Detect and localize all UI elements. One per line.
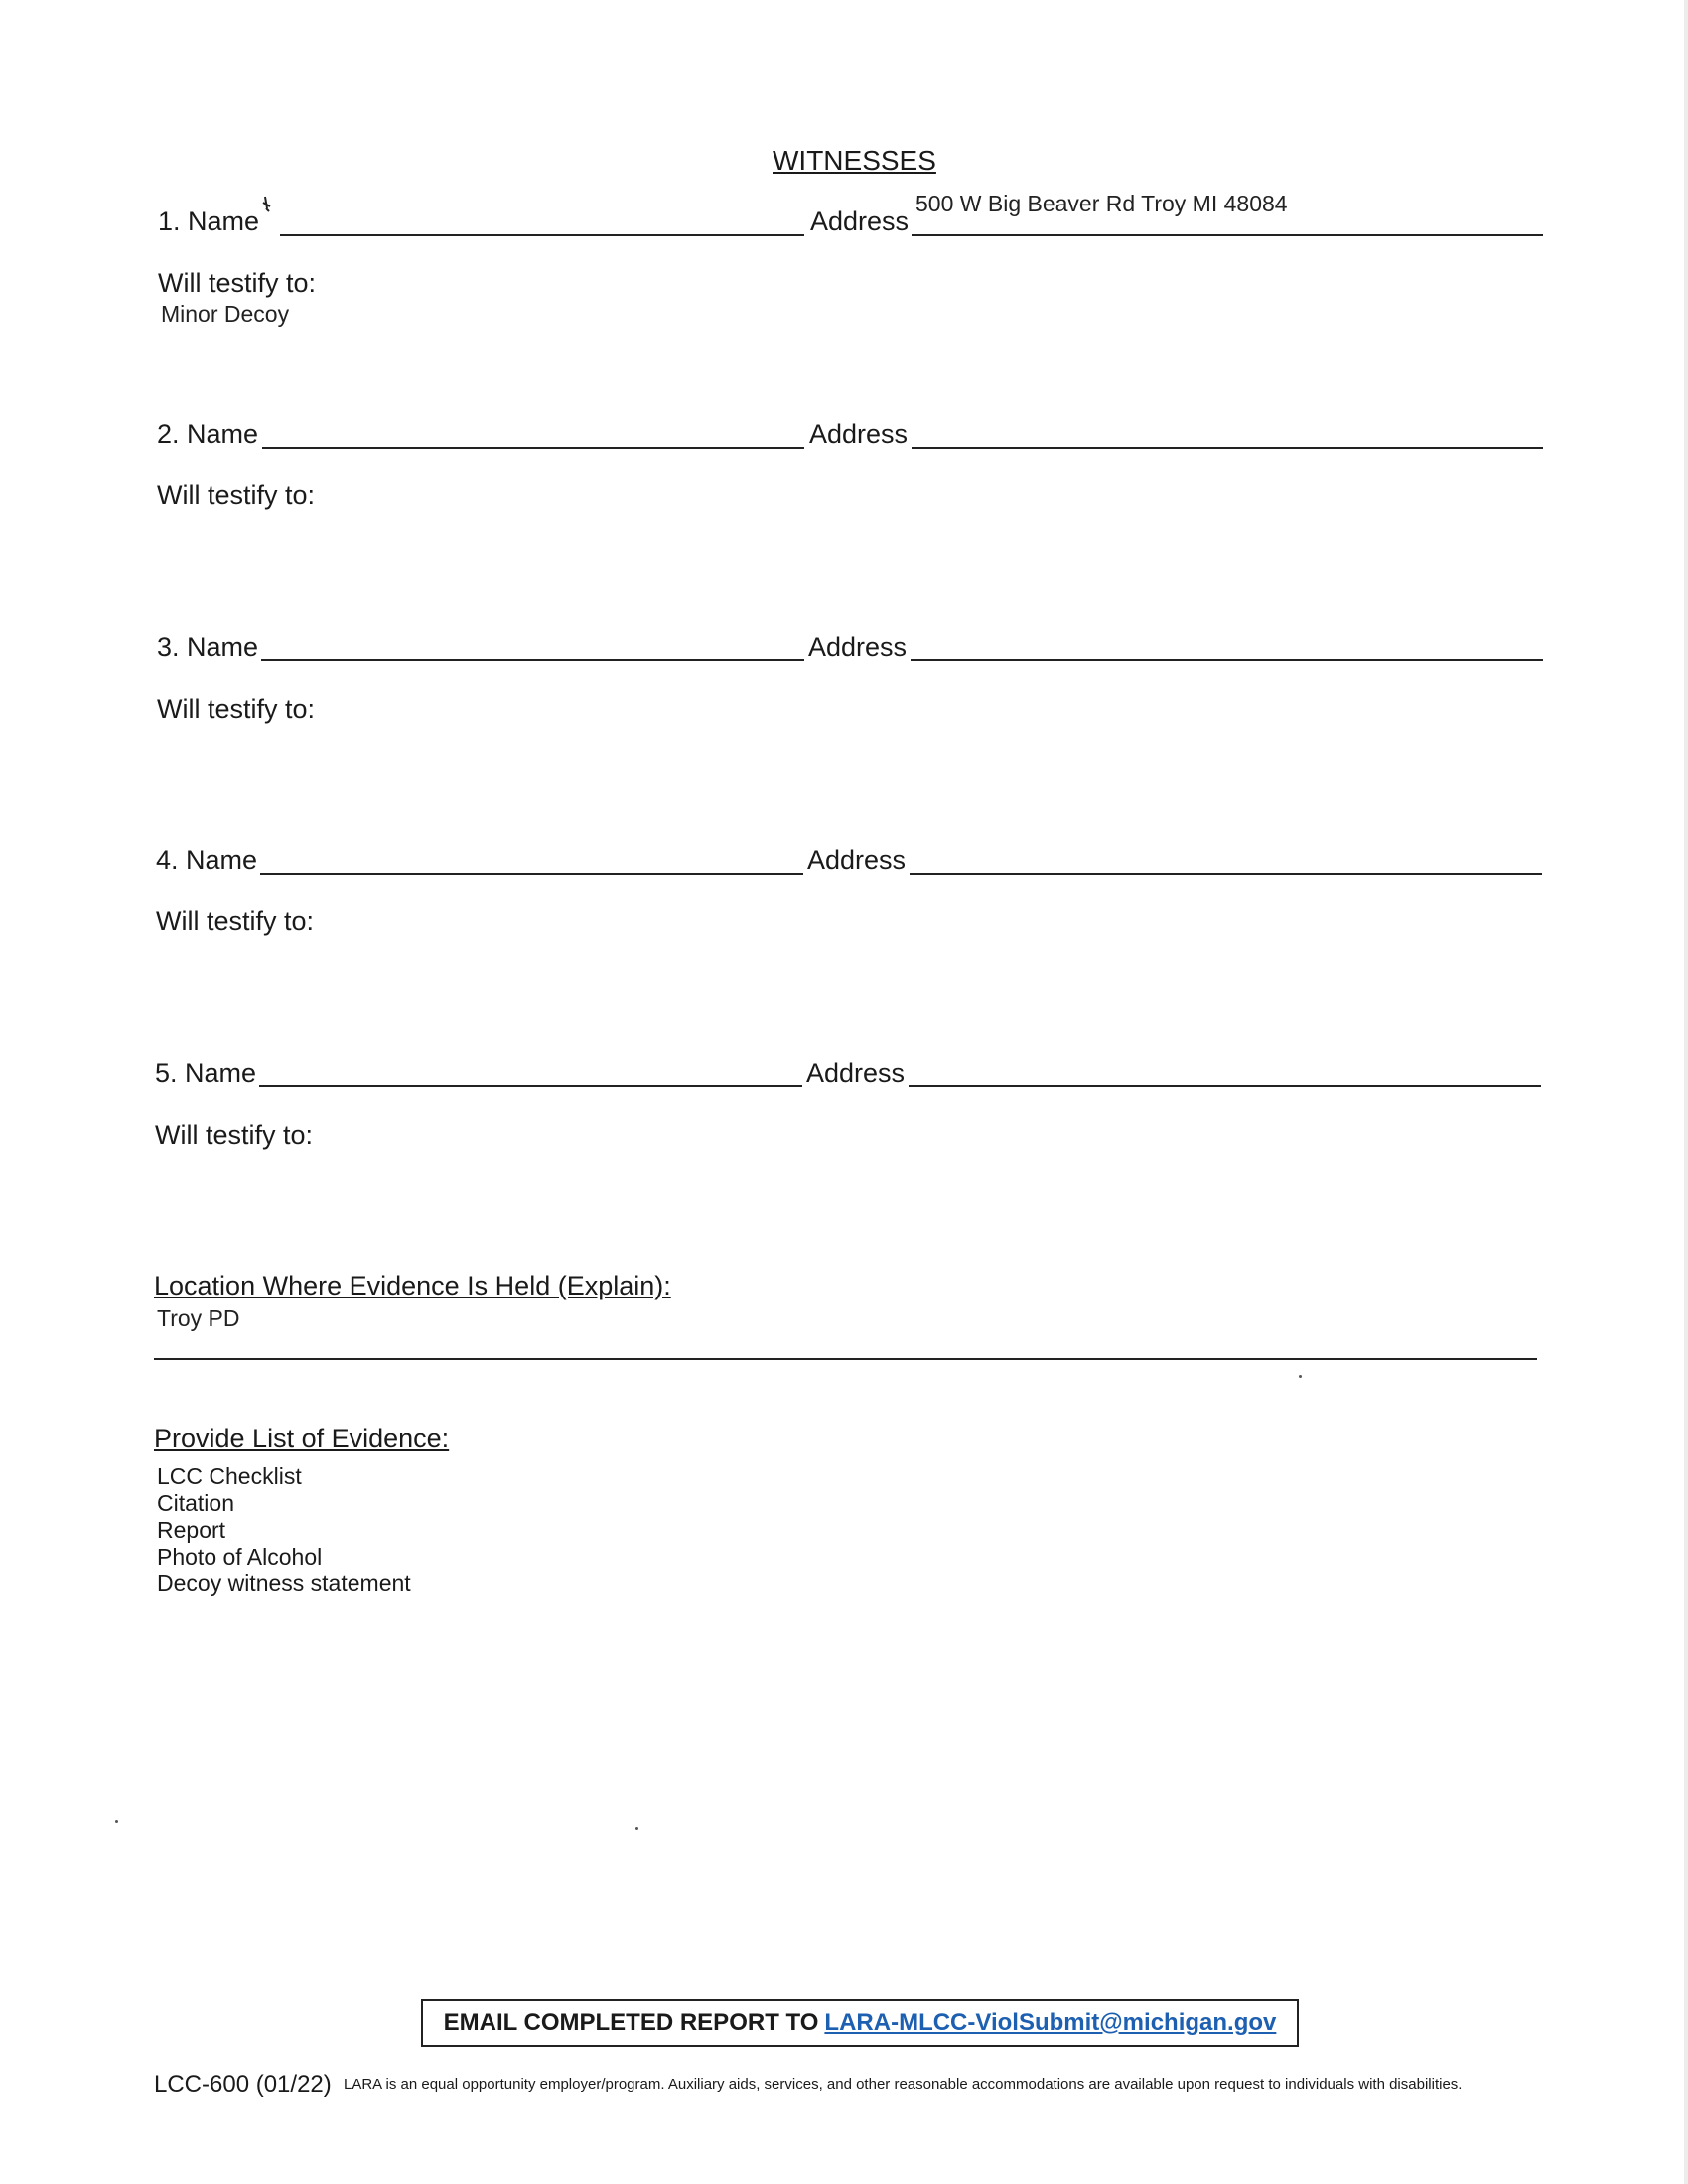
witness-2-name-line[interactable] bbox=[262, 447, 804, 449]
footer-note: LARA is an equal opportunity employer/program. Auxiliary aids, services, and other reasonable accommodations are available upon request to individuals with disabilities. bbox=[344, 2076, 1463, 2093]
evidence-list bbox=[157, 1463, 411, 1597]
witness-5-name-line[interactable] bbox=[259, 1085, 802, 1087]
witness-5-address-line[interactable] bbox=[909, 1085, 1541, 1087]
evidence-location-label: Location Where Evidence Is Held (Explain): bbox=[154, 1271, 671, 1300]
witness-3-address-line[interactable] bbox=[911, 659, 1543, 661]
witness-3-name-line[interactable] bbox=[261, 659, 804, 661]
witness-4-address-line[interactable] bbox=[910, 873, 1542, 875]
witness-4-name-label: 4. Name bbox=[156, 845, 258, 875]
witness-4-name-line[interactable] bbox=[260, 873, 803, 875]
evidence-list-label: Provide List of Evidence: bbox=[154, 1424, 450, 1453]
evidence-location-line[interactable] bbox=[154, 1358, 1537, 1360]
evidence-list-item: LCC Checklist bbox=[157, 1463, 302, 1489]
witness-1-address-value: 500 W Big Beaver Rd Troy MI 48084 bbox=[915, 191, 1288, 216]
scan-speck bbox=[115, 1820, 118, 1823]
pen-mark-icon bbox=[262, 195, 272, 214]
witness-2-address-label: Address bbox=[809, 419, 909, 449]
evidence-list-item: Decoy witness statement bbox=[157, 1570, 411, 1596]
witness-1-testimony-value: Minor Decoy bbox=[161, 301, 290, 327]
witness-1-testify-label: Will testify to: bbox=[158, 268, 317, 298]
witness-3-address-label: Address bbox=[808, 632, 908, 662]
witness-2-address-line[interactable] bbox=[912, 447, 1543, 449]
witness-1-name-label: 1. Name bbox=[158, 206, 260, 236]
witness-1-address-line[interactable] bbox=[912, 234, 1543, 236]
evidence-list-item: Report bbox=[157, 1517, 226, 1543]
scan-speck bbox=[1299, 1375, 1302, 1378]
scan-speck bbox=[635, 1827, 638, 1830]
witness-2-name-label: 2. Name bbox=[157, 419, 259, 449]
witness-4-testify-label: Will testify to: bbox=[156, 906, 315, 936]
scan-edge bbox=[1684, 0, 1688, 2184]
witness-1-address-label: Address bbox=[810, 206, 910, 236]
witness-3-name-label: 3. Name bbox=[157, 632, 259, 662]
email-banner bbox=[421, 1999, 1299, 2047]
witness-2-testify-label: Will testify to: bbox=[157, 480, 316, 510]
witness-5-testify-label: Will testify to: bbox=[155, 1120, 314, 1150]
email-banner-text: EMAIL COMPLETED REPORT TO bbox=[443, 2009, 819, 2036]
witness-3-testify-label: Will testify to: bbox=[157, 694, 316, 724]
evidence-location-value: Troy PD bbox=[157, 1305, 240, 1331]
witness-5-name-label: 5. Name bbox=[155, 1058, 257, 1088]
page-title: WITNESSES bbox=[773, 145, 936, 176]
email-link[interactable]: LARA-MLCC-ViolSubmit@michigan.gov bbox=[824, 2009, 1277, 2036]
evidence-list-item: Photo of Alcohol bbox=[157, 1544, 323, 1570]
form-code: LCC-600 (01/22) bbox=[154, 2071, 332, 2098]
witness-1-name-line[interactable] bbox=[280, 234, 804, 236]
evidence-list-item: Citation bbox=[157, 1490, 234, 1516]
witness-5-address-label: Address bbox=[806, 1058, 906, 1088]
witness-4-address-label: Address bbox=[807, 845, 907, 875]
